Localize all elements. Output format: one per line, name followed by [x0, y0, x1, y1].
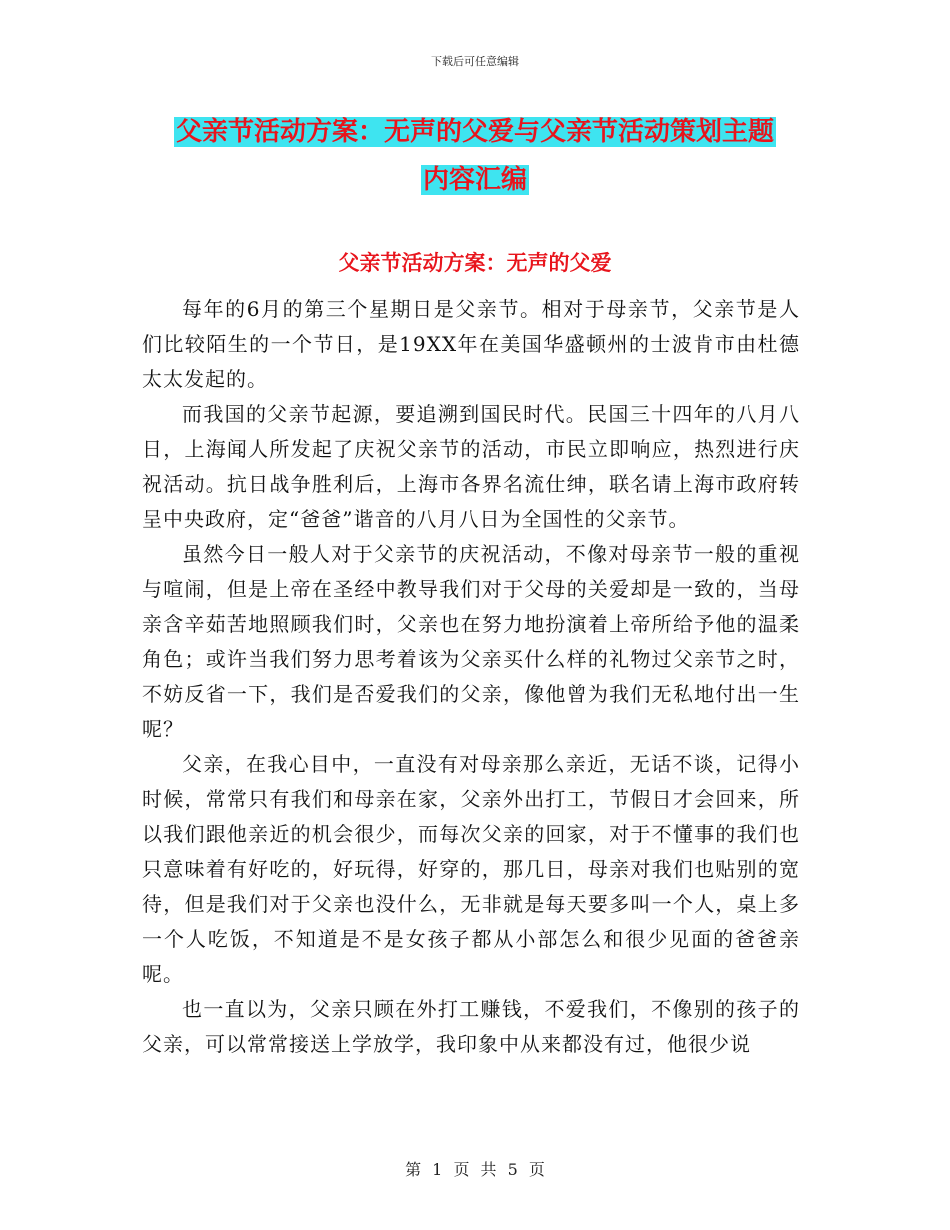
paragraph: 虽然今日一般人对于父亲节的庆祝活动，不像对母亲节一般的重视与喧闹，但是上帝在圣经中教导我们对于父母的关爱却是一致的，当母亲含辛茹苦地照顾我们时，父亲也在努力地扮演着上帝所给予他的温柔角色；或许当我们努力思考着该为父亲买什么样的礼物过父亲节之时，不妨反省一下，我们是否爱我们的父亲，像他曾为我们无私地付出一生呢？: [142, 542, 800, 741]
paragraph: 每年的6月的第三个星期日是父亲节。相对于母亲节，父亲节是人们比较陌生的一个节日，是19XX年在美国华盛顿州的士波肯市由杜德太太发起的。: [142, 297, 800, 391]
paragraph: 而我国的父亲节起源，要追溯到国民时代。民国三十四年的八月八日，上海闻人所发起了庆祝父亲节的活动，市民立即响应，热烈进行庆祝活动。抗日战争胜利后，上海市各界名流仕绅，联名请上海市政府转呈中央政府，定“爸爸”谐音的八月八日为全国性的父亲节。: [142, 402, 800, 531]
paragraph: 父亲，在我心目中，一直没有对母亲那么亲近，无话不谈，记得小时候，常常只有我们和母亲在家，父亲外出打工，节假日才会回来，所以我们跟他亲近的机会很少，而每次父亲的回家，对于不懂事的我们也只意味着有好吃的，好玩得，好穿的，那几日，母亲对我们也贴别的宽待，但是我们对于父亲也没什么，无非就是每天要多叫一个人，桌上多一个人吃饭，不知道是不是女孩子都从小部怎么和很少见面的爸爸亲呢。: [142, 752, 800, 986]
page-number-footer: 第 1 页 共 5 页: [405, 1160, 545, 1179]
section-subtitle: 父亲节活动方案：无声的父爱: [338, 250, 612, 275]
document-body: [142, 292, 800, 1062]
document-title-line-1: 父亲节活动方案：无声的父爱与父亲节活动策划主题: [175, 117, 774, 147]
header-note: 下载后可任意编辑: [431, 55, 519, 68]
document-title-line-2: 内容汇编: [422, 165, 527, 195]
paragraph: 也一直以为，父亲只顾在外打工赚钱，不爱我们，不像别的孩子的父亲，可以常常接送上学放学，我印象中从来都没有过，他很少说: [142, 997, 800, 1056]
document-title: [140, 108, 810, 204]
